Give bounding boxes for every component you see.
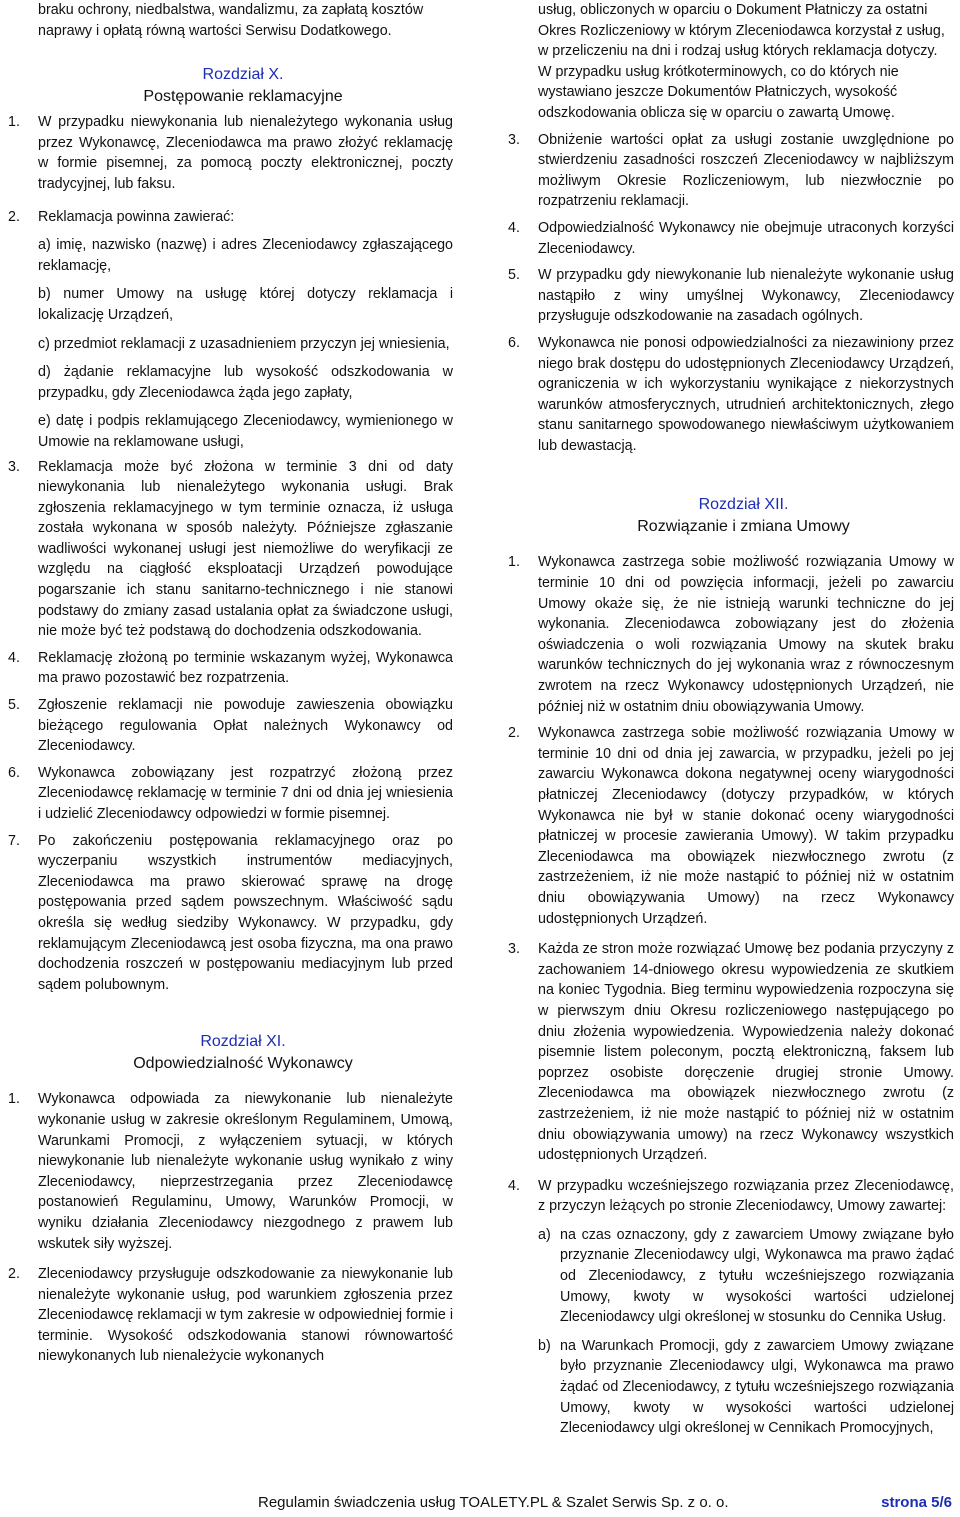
chapter-10-heading (8, 64, 453, 108)
item-number: 3. (508, 941, 520, 958)
page-footer (0, 1493, 960, 1515)
item-text: Obniżenie wartości opłat za usługi zostanie uwzględnione po stwierdzeniu zasadności roszczeń Zleceniodawcy w najbliższym możliwym Okresie Rozliczeniowym, lub niezwłocznie po rozpatrzeniu reklamacji. (538, 131, 954, 210)
item-text: Zleceniodawcy przysługuje odszkodowanie za niewykonanie lub nienależyte wykonanie usług, pod warunkiem zgłoszenia przez Zleceniodawcę reklamacji w tym zakresie w odpowiedniej formie i terminie. Wysokość odszkodowania stanowi równowartość niewykonanych lub nienależycie wykonanych (38, 1266, 453, 1365)
ch12-item-4 (508, 1176, 954, 1217)
ch10-sub-b: b) numer Umowy na usługę której dotyczy reklamacja i lokalizację Urządzeń, (38, 286, 453, 323)
item-text: Wykonawca nie ponosi odpowiedzialności za niezawiniony przez niego brak dostępu do udostępnionych Zleceniodawcy Urządzeń, ograniczenia w ich wykorzystaniu wynikające z niekorzystnych warunków atmosferycznych, utrudnień architektonicznych, złego stanu sanitarnego spowodowanego niewłaściwym użytkowaniem lub dewastacją. (538, 334, 954, 454)
ch11-item-6 (508, 333, 954, 457)
chapter-10-number: Rozdział X. (202, 66, 284, 84)
intro-paragraph-right: usług, obliczonych w oparciu o Dokument Płatniczy za ostatni Okres Rozliczeniowy w którym Zleceniodawca korzystał z usług, w przeliczeniu na dni i rodzaj usług których reklamacja dotyczy. W przypadku usług krótkoterminowych, co do których nie wystawiano jeszcze Dokumentów Płatniczych, wysokość odszkodowania oblicza się w oparciu o zawartą Umowę. (538, 2, 945, 121)
ch11-item-5 (508, 265, 954, 327)
item-text: W przypadku wcześniejszego rozwiązania przez Zleceniodawcę, z przyczyn leżących po stronie Zleceniodawcy, Umowy zawartej: (538, 1177, 954, 1215)
ch10-item-3 (8, 457, 453, 642)
ch11-item-3 (508, 130, 954, 212)
item-number: 2. (8, 208, 20, 225)
ch10-item-4 (8, 648, 453, 689)
item-number: 4. (8, 649, 20, 666)
item-text: Każda ze stron może rozwiązać Umowę bez podania przyczyny z zachowaniem 14-dniowego okresu wypowiedzenia ze skutkiem na koniec Tygodnia. Bieg terminu wypowiedzenia rozpoczyna się w pierwszym dniu Okresu rozliczeniowego następującego po dniu złożenia wypowiedzenia. Wypowiedzenia należy dokonać pisemnie listem poleconym, pocztą elektroniczną, faksem lub poprzez osobiste doręczenie drugiej stronie Umowy. Zleceniodawca ma obowiązek niezwłocznego zwrotu (z zastrzeżeniem, iż nie może nastąpić to później niż w ostatnim dniu obowiązywania umowy) na rzecz Wykonawcy wszystkich udostępnionych Urządzeń. (538, 941, 954, 1164)
ch11-item-4 (508, 218, 954, 259)
item-number: 6. (8, 764, 20, 781)
item-text: Wykonawca zastrzega sobie możliwość rozwiązania Umowy w terminie 10 dni od dnia jej zawarcia, w przypadku, jeżeli po jej zawarciu Wykonawca dokona negatywnej oceny wiarygodności płatniczej Zleceniodawcy (dotyczy przypadków, w których Wykonawca nie był w stanie dokonać oceny wiarygodności płatniczej w procesie zawierania Umowy). W takim przypadku Zleceniodawca ma obowiązek niezwłocznego zwrotu (z zastrzeżeniem, iż nie może nastąpić to później niż w ostatnim dniu obowiązywania Umowy) na rzecz Wykonawcy udostępnionych Urządzeń. (538, 725, 954, 927)
item-text: Zgłoszenie reklamacji nie powoduje zawieszenia obowiązku bieżącego regulowania Opłat należnych Wykonawcy od Zleceniodawcy. (38, 697, 453, 755)
ch10-item-6 (8, 763, 453, 825)
chapter-12-title: Rozwiązanie i zmiana Umowy (637, 518, 850, 536)
ch10-sub-e: e) datę i podpis reklamującego Zleceniodawcy, wymienionego w Umowie na reklamowane usługi, (38, 413, 453, 450)
item-number: 5. (508, 267, 520, 284)
item-number: 1. (508, 554, 520, 571)
sub-text: na Warunkach Promocji, gdy z zawarciem Umowy związane było przyznanie Zleceniodawcy ulgi, Wykonawca ma prawo żądać od Zleceniodawcy, z tytułu wcześniejszego rozwiązania Umowy, kwoty w wysokości wartości udzielonej Zleceniodawcy ulgi określonej w Cennikach Promocyjnych, (560, 1337, 954, 1437)
footer-page-number: strona 5/6 (881, 1494, 952, 1511)
chapter-11-heading (8, 1031, 453, 1075)
item-number: 4. (508, 219, 520, 236)
item-text: Wykonawca zastrzega sobie możliwość rozwiązania Umowy w terminie 10 dni od powzięcia informacji, jeżeli po zawarciu Umowy okaże się, że nie istnieją warunki techniczne do jej wykonania. Zleceniodawca zobowiązany jest do złożenia oświadczenia o woli rozwiązania Umowy na skutek braku warunków technicznych do jej wykonania wraz z równoczesnym zwrotem na rzecz Wykonawcy udostępnionych Urządzeń, nie później niż w ostatnim dniu obowiązywania Umowy. (538, 554, 954, 715)
item-text: Wykonawca odpowiada za niewykonanie lub nienależyte wykonanie usług w zakresie określonym Regulaminem, Umową, Warunkami Promocji, z wyłączeniem sytuacji, w których niewykonanie lub nienależyte wykonanie usług wynikało z winy Zleceniodawcy, nieprzestrzegania przez Zleceniodawcę postanowień Regulaminu, Umowy, Warunków Promocji, w wyniku działania Zleceniodawcy niezgodnego z prawem lub wskutek siły wyższej. (38, 1091, 453, 1252)
ch12-item-1 (508, 552, 954, 717)
ch11-item-2 (8, 1264, 453, 1367)
ch12-item-3 (508, 939, 954, 1166)
intro-paragraph-left: braku ochrony, niedbalstwa, wandalizmu, za zapłatą kosztów naprawy i opłatą równą wartości Serwisu Dodatkowego. (38, 2, 424, 39)
sub-text: na czas oznaczony, gdy z zawarciem Umowy związane było przyznanie Zleceniodawcy ulgi, Wykonawca ma prawo żądać od Zleceniodawcy, z tytułu wcześniejszego rozwiązania Umowy, kwoty w wysokości wartości udzielonej Zleceniodawcy ulgi określonej w stosunku do Cennika Usług. (560, 1226, 954, 1326)
ch12-sub-a (508, 1225, 954, 1328)
left-column (8, 0, 453, 1367)
ch10-sub-c: c) przedmiot reklamacji z uzasadnieniem przyczyn jej wniesienia, (38, 335, 450, 352)
item-number: 1. (8, 1091, 20, 1108)
item-number: 6. (508, 334, 520, 351)
item-number: 4. (508, 1177, 520, 1194)
sub-letter: a) (538, 1226, 551, 1243)
item-number: 2. (508, 725, 520, 742)
item-number: 7. (8, 832, 20, 849)
item-text: Odpowiedzialność Wykonawcy nie obejmuje utraconych korzyści Zleceniodawcy. (538, 219, 954, 257)
chapter-12-heading (508, 494, 954, 538)
ch10-item-1 (8, 112, 453, 194)
item-text: Po zakończeniu postępowania reklamacyjnego oraz po wyczerpaniu wszystkich instrumentów mediacyjnych, Zleceniodawca ma prawo skierować sprawę na drogę postępowania przed sądem powszechnym. Właściwość sądu określa się według siedziby Wykonawcy. W przypadku, gdy reklamującym Zleceniodawcą jest osoba fizyczna, ma ona prawo dochodzenia roszczeń w postępowaniu mediacyjnym lub przed sądem polubownym. (38, 832, 453, 993)
item-number: 5. (8, 697, 20, 714)
ch10-item-2 (8, 207, 453, 228)
right-column (508, 0, 954, 1439)
ch10-item-7 (8, 831, 453, 996)
item-text: Reklamacja może być złożona w terminie 3 dni od daty niewykonania lub nienależytego wykonania usługi. Brak zgłoszenia reklamacyjnego w tym terminie oznacza, iż usługa została wykonana w sposób należyty. Późniejsze zgłaszanie wadliwości wykonanej usługi jest niemożliwe do weryfikacji ze względu na ciągłość eksploatacji Urządzeń powodujące pogarszanie ich stanu sanitarno-technicznego i nie stanowi podstawy do zmiany zasad ustalania opłat za świadczone usługi, nie może być też podstawą do dochodzenia odszkodowania. (38, 458, 453, 640)
item-number: 1. (8, 114, 20, 131)
chapter-11-number: Rozdział XI. (200, 1033, 286, 1051)
item-text: Wykonawca zobowiązany jest rozpatrzyć złożoną przez Zleceniodawcę reklamację w terminie 7 dni od dnia jej wniesienia i udzielić Zleceniodawcy odpowiedzi w formie pisemnej. (38, 764, 453, 822)
sub-letter: b) (538, 1337, 551, 1354)
chapter-11-title: Odpowiedzialność Wykonawcy (133, 1055, 353, 1073)
item-number: 3. (8, 458, 20, 475)
item-number: 3. (508, 131, 520, 148)
item-text: Reklamację złożoną po terminie wskazanym wyżej, Wykonawca ma prawo pozostawić bez rozpatrzenia. (38, 649, 453, 687)
item-text: Reklamacja powinna zawierać: (38, 208, 235, 225)
ch12-sub-b (508, 1336, 954, 1439)
chapter-10-title: Postępowanie reklamacyjne (143, 88, 343, 106)
ch10-item-5 (8, 695, 453, 757)
footer-document-title: Regulamin świadczenia usług TOALETY.PL & Szalet Serwis Sp. z o. o. (258, 1494, 729, 1511)
item-number: 2. (8, 1266, 20, 1283)
ch10-sub-d: d) żądanie reklamacyjne lub wysokość odszkodowania w przypadku, gdy Zleceniodawca żąda jego zapłaty, (38, 364, 453, 401)
item-text: W przypadku gdy niewykonanie lub nienależyte wykonanie usług nastąpiło z winy umyślnej Wykonawcy, Zleceniodawcy przysługuje odszkodowanie na zasadach ogólnych. (538, 267, 954, 325)
ch12-item-2 (508, 723, 954, 929)
item-text: W przypadku niewykonania lub nienależytego wykonania usług przez Wykonawcę, Zleceniodawca ma prawo złożyć reklamację w formie pisemnej, za pomocą poczty elektronicznej, poczty tradycyjnej, lub faksu. (38, 114, 453, 192)
ch10-sub-a: a) imię, nazwisko (nazwę) i adres Zleceniodawcy zgłaszającego reklamację, (38, 237, 453, 274)
chapter-12-number: Rozdział XII. (698, 496, 789, 514)
ch11-item-1 (8, 1089, 453, 1254)
